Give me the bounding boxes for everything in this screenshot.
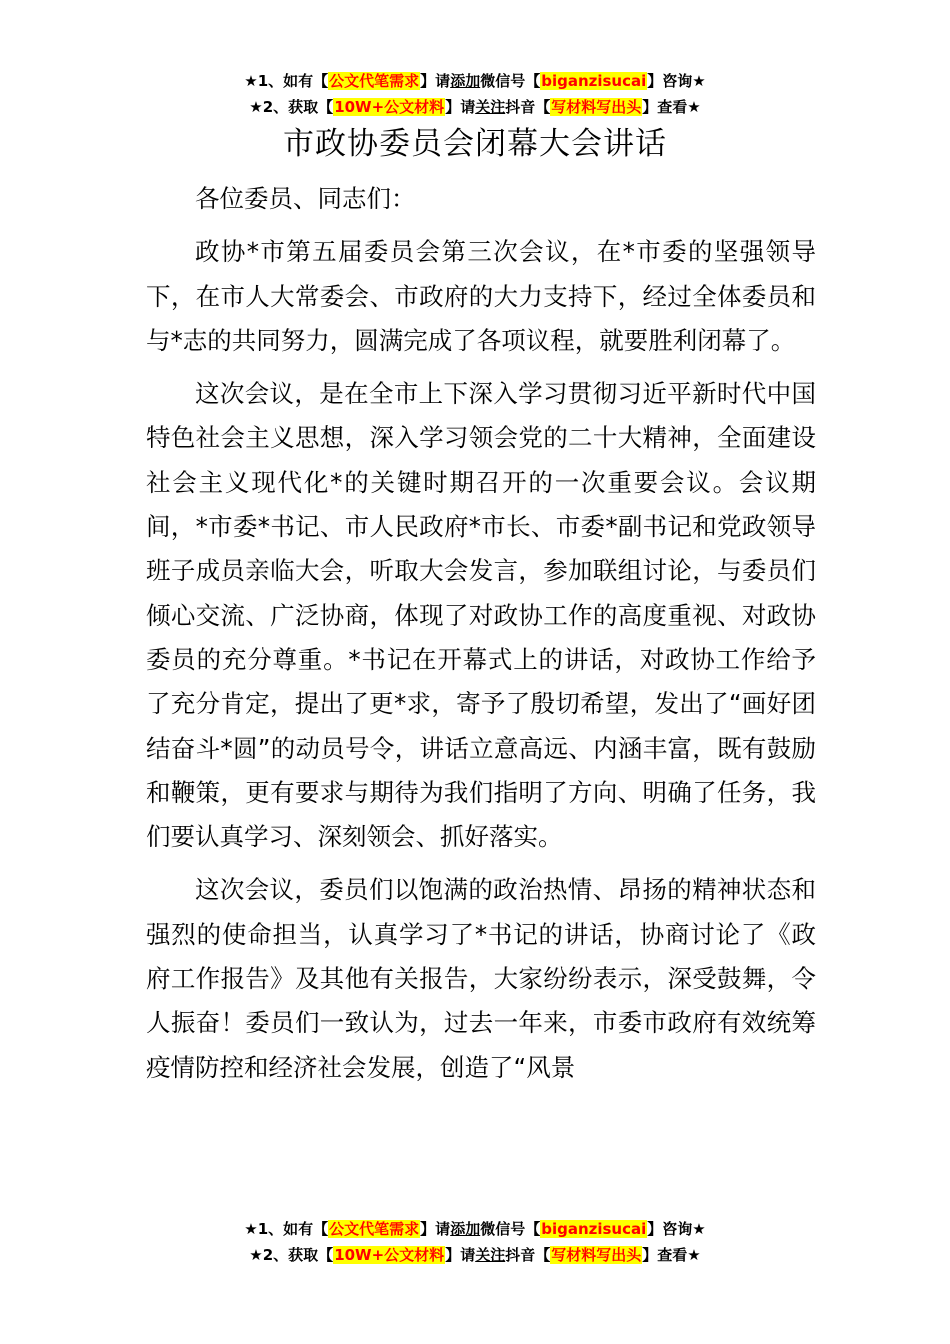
banner-line1-suffix: 】咨询★ — [647, 72, 706, 90]
banner-line2-emphasis: 关注 — [475, 98, 506, 116]
footer-line1-highlight-wechat: biganzisucai — [541, 1220, 647, 1238]
footer-line2-emphasis: 关注 — [475, 1246, 506, 1264]
footer-banner-line-2 — [0, 1242, 950, 1268]
footer-line1-suffix: 】咨询★ — [647, 1220, 706, 1238]
banner-line-2 — [0, 94, 950, 120]
banner-line2-highlight-materials: 10W+公文材料 — [334, 98, 445, 116]
banner-line1-highlight-service: 公文代笔需求 — [329, 72, 420, 90]
banner-line1-middle: 】请 — [420, 72, 451, 90]
footer-line2-middle: 】请 — [445, 1246, 476, 1264]
banner-line2-suffix: 】查看★ — [642, 98, 701, 116]
banner-line1-highlight-wechat: biganzisucai — [541, 72, 647, 90]
banner-line1-middle2: 微信号【 — [480, 72, 541, 90]
footer-line1-prefix: ★1、如有【 — [244, 1220, 329, 1238]
banner-line-1 — [0, 68, 950, 94]
greeting: 各位委员、同志们： — [195, 184, 416, 213]
banner-line1-prefix: ★1、如有【 — [244, 72, 329, 90]
header-banner — [0, 68, 950, 120]
banner-line2-prefix: ★2、获取【 — [249, 98, 334, 116]
footer-line2-highlight-materials: 10W+公文材料 — [334, 1246, 445, 1264]
footer-line2-prefix: ★2、获取【 — [249, 1246, 334, 1264]
document-body — [146, 177, 816, 1099]
footer-line1-highlight-service: 公文代笔需求 — [329, 1220, 420, 1238]
footer-banner-line-1 — [0, 1216, 950, 1242]
footer-line2-middle2: 抖音【 — [505, 1246, 551, 1264]
document-title: 市政协委员会闭幕大会讲话 — [283, 126, 667, 162]
footer-line2-suffix: 】查看★ — [642, 1246, 701, 1264]
footer-banner — [0, 1216, 950, 1268]
paragraph-2: 这次会议，是在全市上下深入学习贯彻习近平新时代中国特色社会主义思想，深入学习领会党的二十大精神，全面建设社会主义现代化*的关键时期召开的一次重要会议。会议期间，*市委*书记、市人民政府*市长、市委*副书记和党政领导班子成员亲临大会，听取大会发言，参加联组讨论，与委员们倾心交流、广泛协商，体现了对政协工作的高度重视、对政协委员的充分尊重。*书记在开幕式上的讲话，对政协工作给予了充分肯定，提出了更*求，寄予了殷切希望，发出了“画好团结奋斗*圆”的动员号令，讲话立意高远、内涵丰富，既有鼓励和鞭策，更有要求与期待为我们指明了方向、明确了任务，我们要认真学习、深刻领会、抓好落实。 — [146, 379, 816, 852]
banner-line2-middle: 】请 — [445, 98, 476, 116]
footer-line1-middle2: 微信号【 — [480, 1220, 541, 1238]
paragraph-3: 这次会议，委员们以饱满的政治热情、昂扬的精神状态和强烈的使命担当，认真学习了*书记的讲话，协商讨论了《政府工作报告》及其他有关报告，大家纷纷表示，深受鼓舞，令人振奋！委员们一致认为，过去一年来，市委市政府有效统筹疫情防控和经济社会发展，创造了“风景 — [146, 875, 816, 1082]
footer-line2-highlight-douyin: 写材料写出头 — [551, 1246, 642, 1264]
footer-line1-emphasis: 添加 — [450, 1220, 481, 1238]
banner-line2-highlight-douyin: 写材料写出头 — [551, 98, 642, 116]
paragraph-1: 政协*市第五届委员会第三次会议，在*市委的坚强领导下，在市人大常委会、市政府的大力支持下，经过全体委员和与*志的共同努力，圆满完成了各项议程，就要胜利闭幕了。 — [146, 237, 816, 355]
banner-line1-emphasis: 添加 — [450, 72, 481, 90]
footer-line1-middle: 】请 — [420, 1220, 451, 1238]
banner-line2-middle2: 抖音【 — [505, 98, 551, 116]
